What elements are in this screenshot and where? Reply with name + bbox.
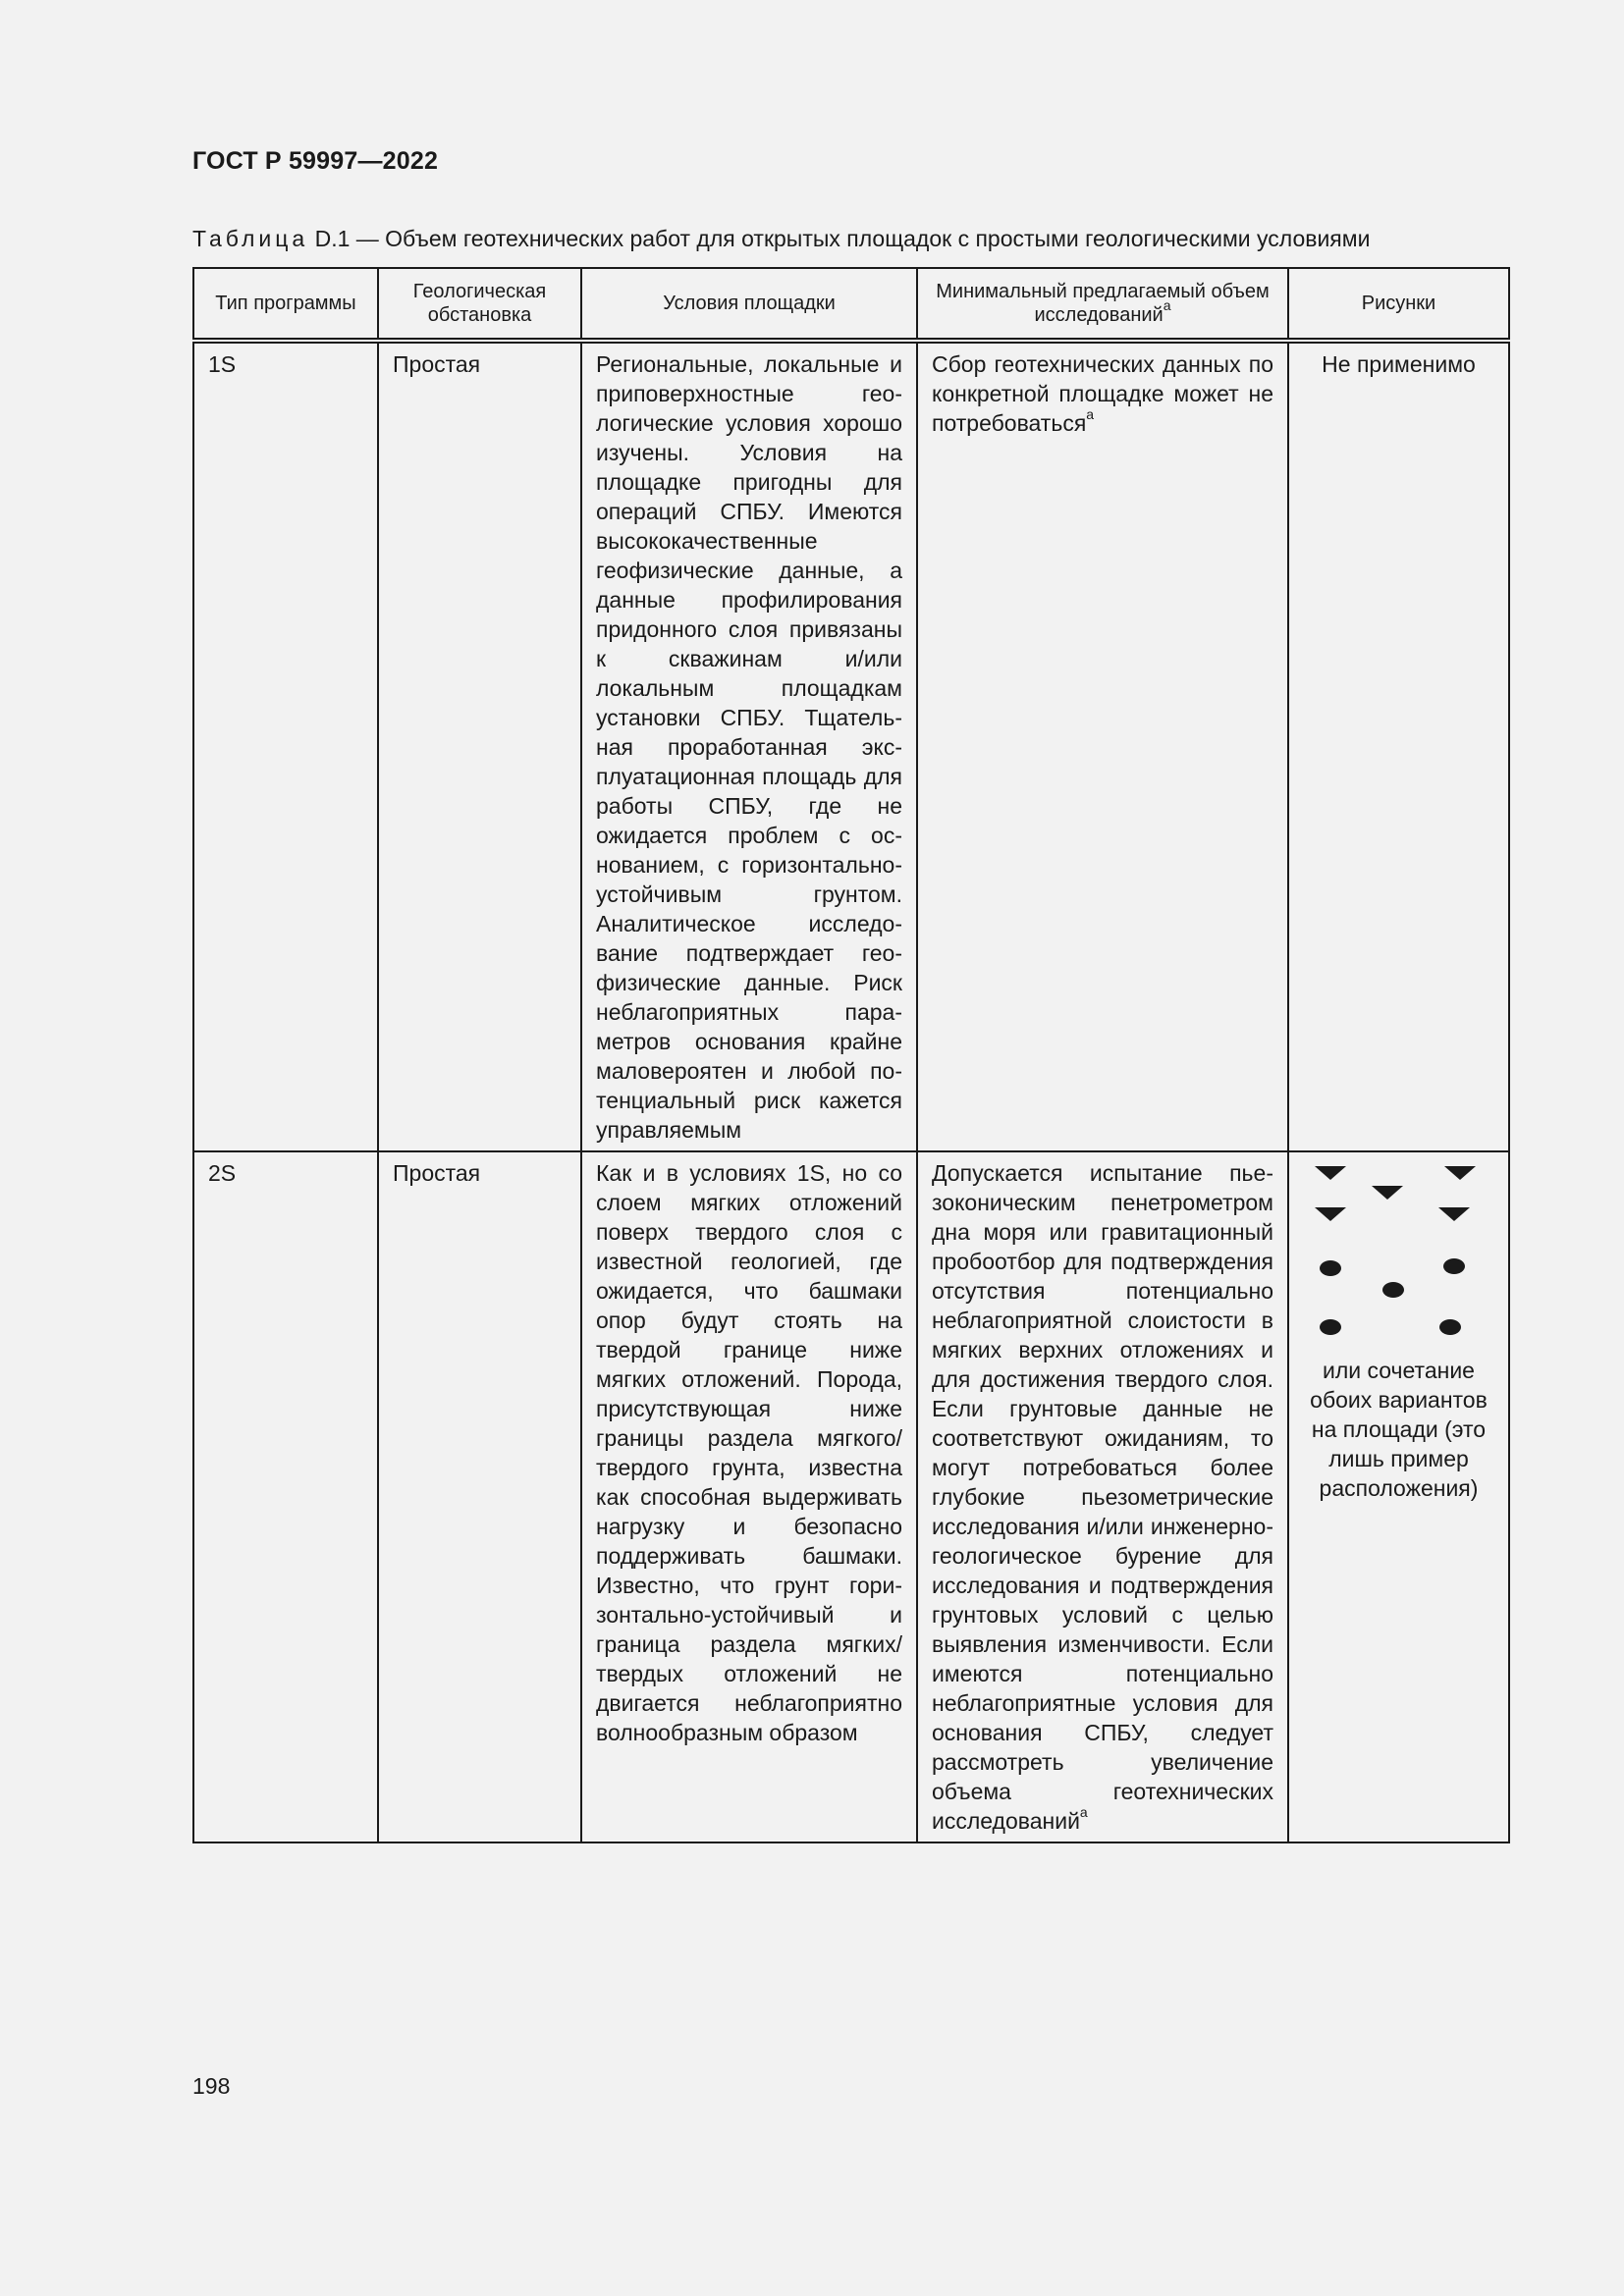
header-site-conditions: Условия площадки xyxy=(581,268,917,341)
triangle-marker-icon xyxy=(1315,1166,1476,1221)
leg-layout-diagram xyxy=(1299,1162,1476,1349)
table-row xyxy=(193,341,1509,1151)
cell-program-type: 1S xyxy=(193,341,378,1151)
figure-caption: или сочетание обоих вариантов на площади (это лишь пример расположения) xyxy=(1310,1358,1488,1501)
footnote-mark: a xyxy=(1086,406,1095,423)
header-geological-setting: Геологическая обстановка xyxy=(378,268,581,341)
cell-site-conditions: Региональные, локальные и приповерхностные геологические условия хорошо изучены. Условия на площадке пригодны для операций СПБУ. Имеются высококачественные геофизические данные, а данные профилирования придонного слоя привязаны к скважинам и/или локальным площадкам установки СПБУ. Тщательная проработанная эксплуатационная площадь для работы СПБУ, где не ожидается проблем с основанием, с горизонтально-устойчивым грунтом. Аналитическое исследование подтверждает геофизические данные. Риск неблагоприятных параметров основания крайне маловероятен и любой потенциальный риск кажется управляемым xyxy=(581,341,917,1151)
triangle-marker-icon xyxy=(1444,1166,1476,1180)
footnote-mark: a xyxy=(1163,297,1171,314)
cell-min-scope xyxy=(917,341,1288,1151)
oval-marker-icon xyxy=(1382,1282,1404,1298)
cell-min-scope-text: Допускается испытание пьезоконическим пенетрометром дна моря или гравитационный пробоотбор для подтверждения отсутствия потенциально неблагоприятной слоистости в мягких верхних отложениях и для достижения твердого слоя. Если грунтовые данные не соответствуют ожиданиям, то могут потребоваться более глубокие пьезометрические исследования и/или инженерно-геологическое бурение для исследования и подтверждения грунтовых условий с целью выявления изменчивости. Если имеются потенциально неблагоприятные условия для основания СПБУ, следует рассмотреть увеличение объема геотехнических исследований xyxy=(932,1160,1273,1834)
table-caption-label: Таблица xyxy=(192,226,309,251)
cell-geological-setting: Простая xyxy=(378,341,581,1151)
triangle-marker-icon xyxy=(1315,1207,1346,1221)
cell-min-scope xyxy=(917,1151,1288,1842)
document-header: ГОСТ Р 59997—2022 xyxy=(192,147,439,175)
table-caption-text: D.1 — Объем геотехнических работ для открытых площадок с простыми геологическими условиями xyxy=(308,226,1371,251)
cell-site-conditions: Как и в условиях 1S, но со слоем мягких отложений поверх твердого слоя с известной геологией, где ожидается, что башмаки опор будут стоять на твердой границе ниже мягких отложений. Порода, присутствующая ниже границы раздела мягкого/ твердого грунта, известна как способная выдерживать нагрузку и безопасно поддерживать башмаки. Известно, что грунт горизонтально-устойчивый и граница раздела мягких/ твердых отложений не двигается неблагоприятно волнообразным образом xyxy=(581,1151,917,1842)
header-min-scope-text: Минимальный предлагаемый объем исследований xyxy=(936,281,1270,326)
table-header-row xyxy=(193,268,1509,341)
cell-figures: Не применимо xyxy=(1288,341,1509,1151)
cell-geological-setting: Простая xyxy=(378,1151,581,1842)
triangle-marker-icon xyxy=(1315,1166,1346,1180)
oval-marker-icon xyxy=(1320,1258,1465,1335)
geotech-scope-table xyxy=(192,267,1510,1843)
header-min-scope xyxy=(917,268,1288,341)
triangle-marker-icon xyxy=(1372,1186,1403,1200)
header-figures: Рисунки xyxy=(1288,268,1509,341)
oval-marker-icon xyxy=(1439,1319,1461,1335)
table-caption xyxy=(192,226,1370,252)
oval-marker-icon xyxy=(1320,1260,1341,1276)
triangle-marker-icon xyxy=(1438,1207,1470,1221)
header-program-type: Тип программы xyxy=(193,268,378,341)
table-row xyxy=(193,1151,1509,1842)
cell-figures xyxy=(1288,1151,1509,1842)
page-number: 198 xyxy=(192,2073,231,2099)
layout-diagram xyxy=(1299,1162,1498,1356)
oval-marker-icon xyxy=(1443,1258,1465,1274)
cell-min-scope-text: Сбор геотехнических данных по конкретной площадке может не потребоваться xyxy=(932,351,1273,436)
oval-marker-icon xyxy=(1320,1319,1341,1335)
cell-program-type: 2S xyxy=(193,1151,378,1842)
footnote-mark: a xyxy=(1079,1804,1088,1821)
